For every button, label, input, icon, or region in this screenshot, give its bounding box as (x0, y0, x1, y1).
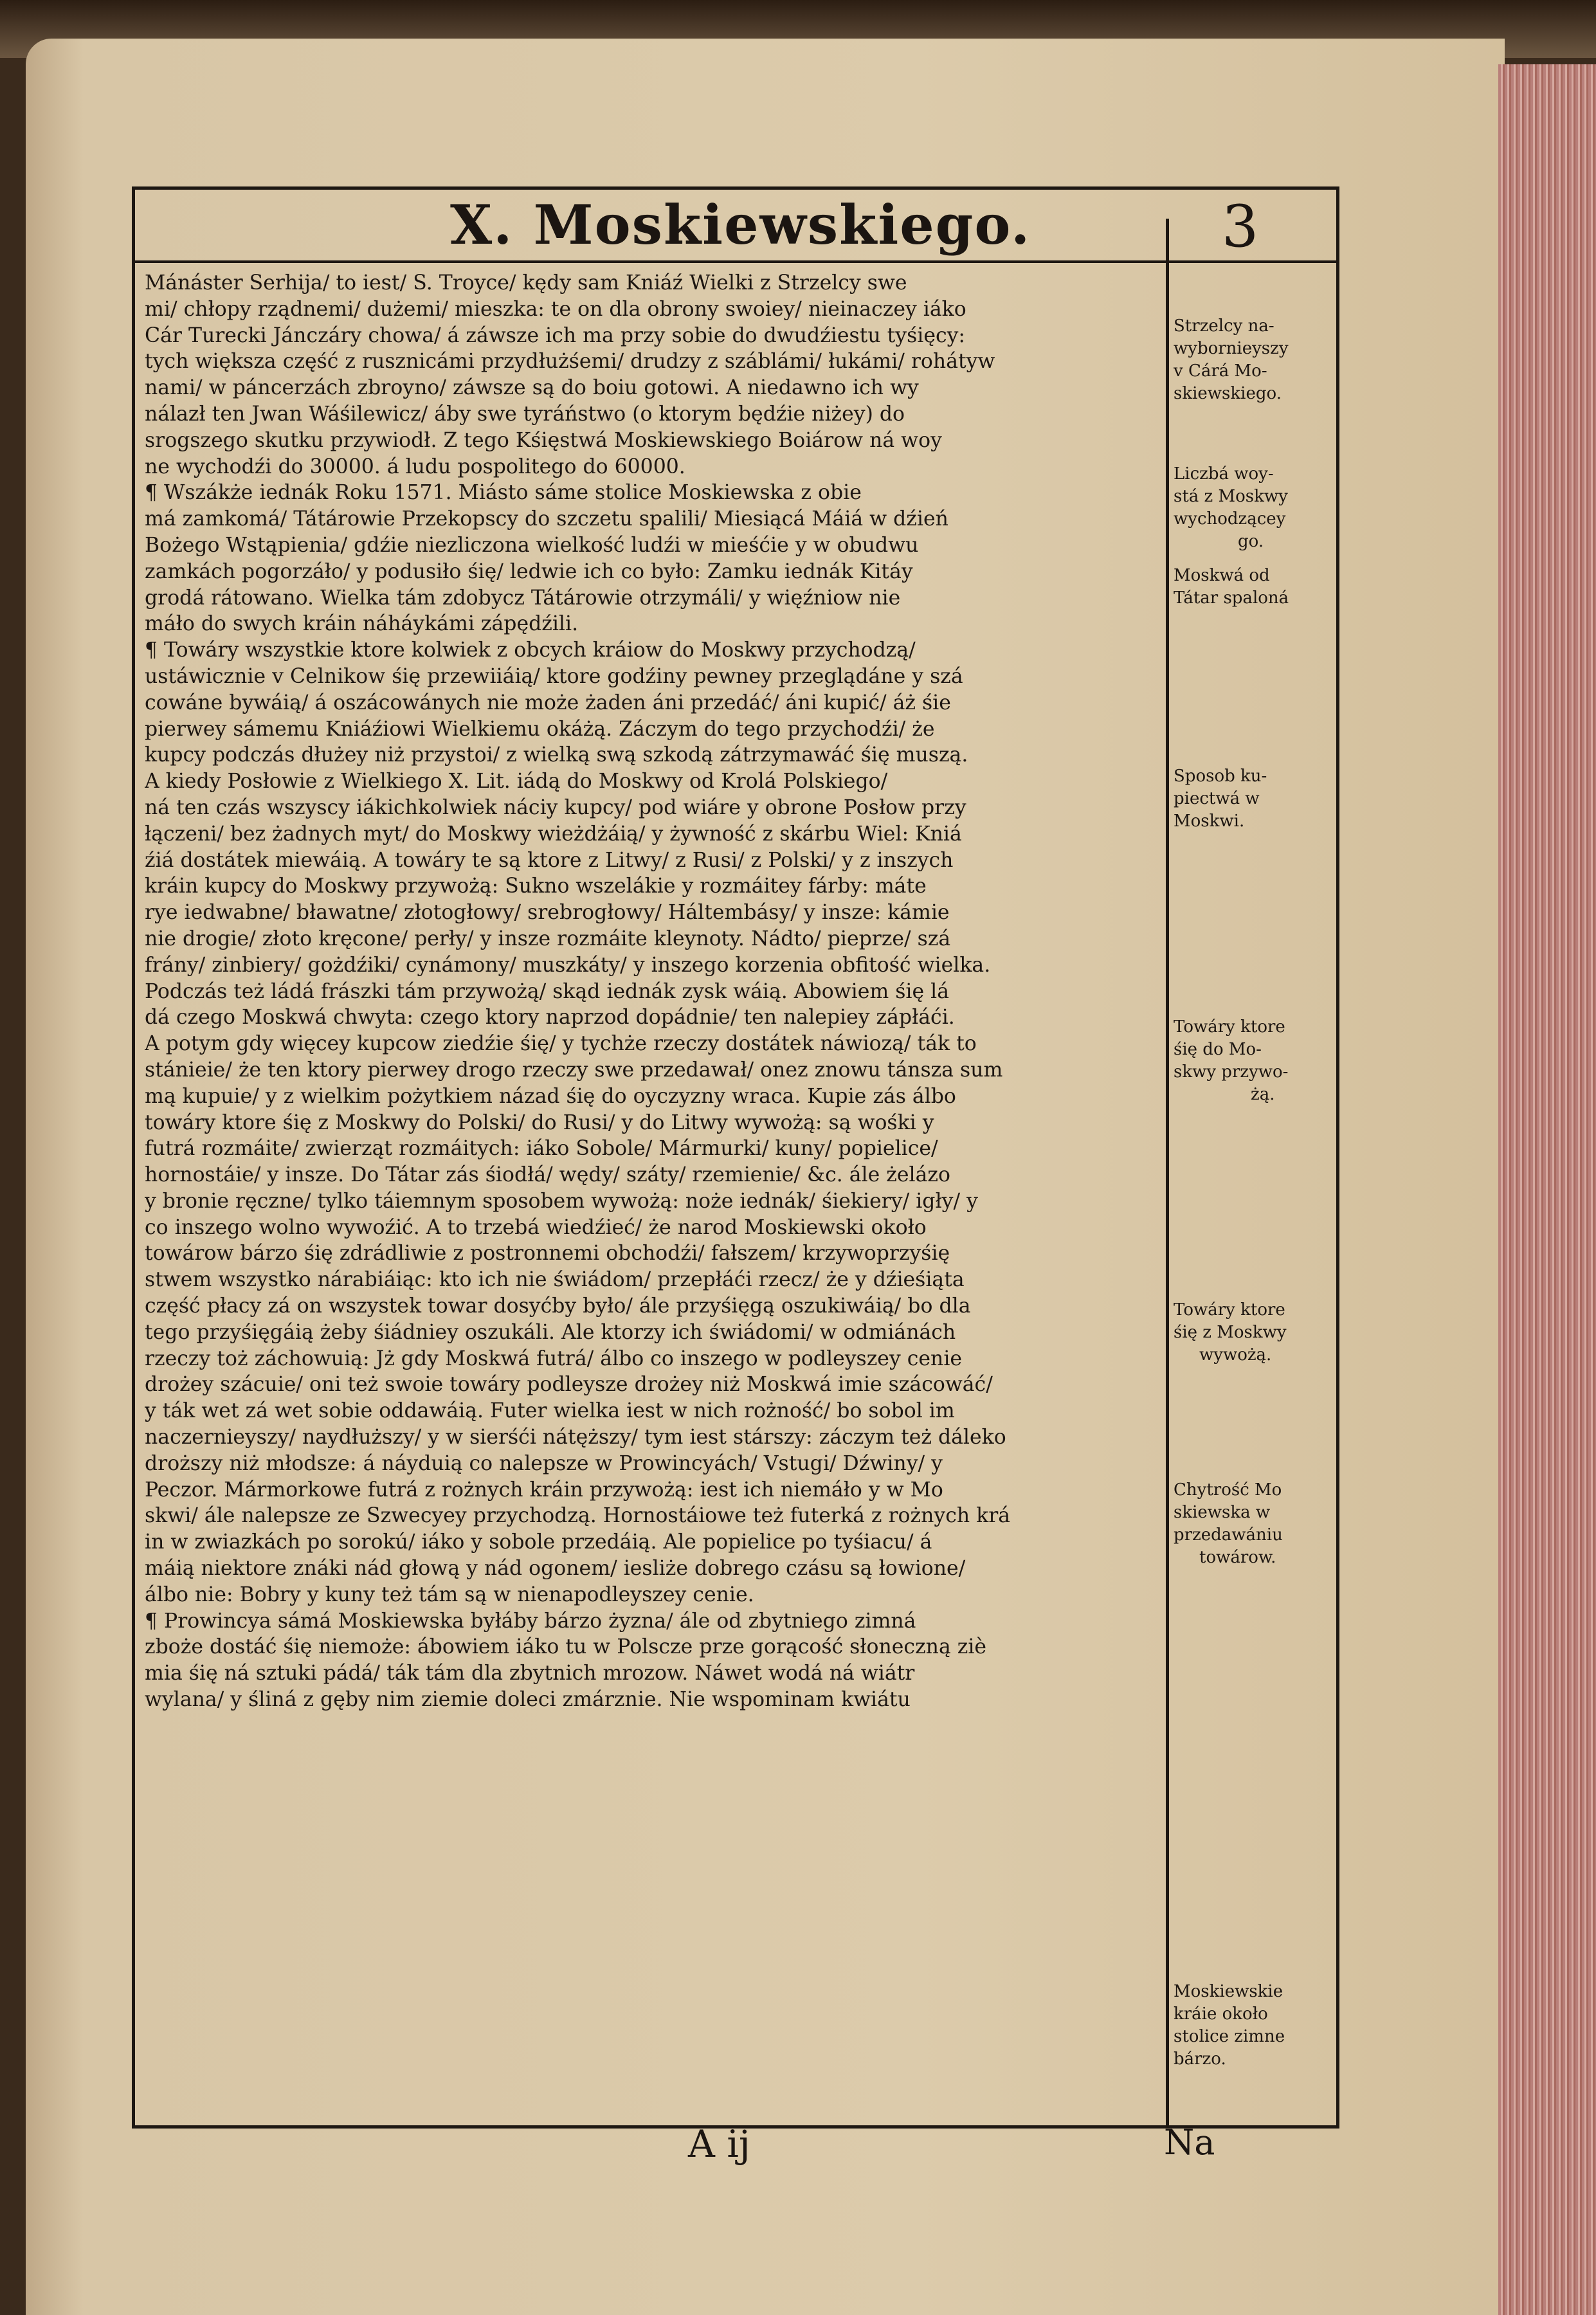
text-line: in w zwiazkách po sorokú/ iáko y sobole przedáią. Ale popielice po tyśiacu/ á (145, 1530, 932, 1554)
margin-note-line: Sposob ku- (1174, 767, 1267, 786)
margin-note-line: Strzelcy na- (1174, 316, 1274, 336)
text-line: naczernieyszy/ naydłuższy/ y w sierśći nátęższy/ tym iest stárszy: záczym też dáleko (145, 1426, 1006, 1449)
margin-note-line: v Cárá Mo- (1174, 361, 1267, 381)
margin-note-line: żą. (1251, 1085, 1275, 1104)
text-line: dá czego Moskwá chwyta: czego ktory naprzod dopádnie/ ten nalepiey zápłáći. (145, 1006, 955, 1030)
margin-note-line: śię z Moskwy (1174, 1323, 1287, 1342)
text-line: mi/ chłopy rządnemi/ dużemi/ mieszka: te on dla obrony swoiey/ nieinaczey iáko (145, 297, 966, 321)
margin-note-strzelcy (1174, 315, 1334, 405)
margin-note-zimne (1174, 1981, 1334, 2071)
text-line: pierwey sámemu Kniáźiowi Wielkiemu okáżą. Záczym do tego przychodźi/ że (145, 717, 935, 741)
text-line: kupcy podczás dłużey niż przystoi/ z wielką swą szkodą zátrzymawáć śię muszą. (145, 743, 968, 767)
text-line: droższy niż młodsze: á náyduią co nalepsze w Prowincyách/ Vstugi/ Dźwiny/ y (145, 1451, 943, 1475)
text-line: źiá dostátek miewáią. A towáry te są ktore z Litwy/ z Rusi/ z Polski/ y z inszych (145, 848, 954, 872)
text-line: grodá rátowano. Wielka tám zdobycz Tátárowie otrzymáli/ y więźniow nie (145, 586, 901, 610)
text-line: tego przyśięgáią żeby śiádniey oszukáli. Ale ktorzy ich świádomi/ w odmiánách (145, 1320, 956, 1344)
text-line: Cár Turecki Jánczáry chowa/ á záwsze ich ma przy sobie do dwudźiestu tyśięcy: (145, 323, 966, 347)
margin-note-chytrosc (1174, 1479, 1334, 1569)
text-line: y ták wet zá wet sobie oddawáią. Futer wielka iest w nich rożność/ bo sobol im (145, 1399, 955, 1423)
text-line: frány/ zinbiery/ gożdźiki/ cynámony/ muszkáty/ y inszego korzenia obfitość wielka. (145, 953, 991, 977)
margin-note-line: stá z Moskwy (1174, 487, 1288, 506)
text-line: zamkách pogorzáło/ y podusiło śię/ ledwie ich co było: Zamku iednák Kitáy (145, 559, 913, 583)
signature-mark: A ij (688, 2122, 750, 2166)
text-line: ná ten czás wszyscy iákichkolwiek náciy kupcy/ pod wiáre y obrone Posłow przy (145, 795, 966, 819)
text-line: Bożego Wstąpienia/ gdźie niezliczona wielkość ludźi w mieśćie y w obudwu (145, 533, 919, 557)
text-line: tych większa część z rusznicámi przydłużśemi/ drudzy z száblámi/ łukámi/ rohátyw (145, 350, 995, 374)
text-line: stwem wszystko nárabiáiąc: kto ich nie świádom/ przepłáći rzecz/ że y dźieśiąta (145, 1268, 965, 1292)
margin-note-liczba (1174, 463, 1334, 553)
text-line: ¶ Wszákże iednák Roku 1571. Miásto sáme stolice Moskiewska z obie (145, 481, 862, 505)
text-line: nie drogie/ złoto kręcone/ perły/ y insze rozmáite kleynoty. Nádto/ pieprze/ szá (145, 927, 951, 950)
margin-note-line: przedawániu (1174, 1525, 1283, 1545)
text-line: má zamkomá/ Tátárowie Przekopscy do szczetu spalili/ Miesiącá Máiá w dźień (145, 507, 948, 531)
margin-note-spalona (1174, 565, 1334, 610)
body-text (145, 270, 1161, 2116)
text-line: co inszego wolno wywoźić. A to trzebá wiedźieć/ że narod Moskiewski około (145, 1215, 927, 1239)
text-line: ¶ Prowincya sámá Moskiewska byłáby bárzo żyzna/ ále od zbytniego zimná (145, 1609, 916, 1633)
margin-note-line: kráie około (1174, 2004, 1268, 2024)
margin-note-line: piectwá w (1174, 789, 1260, 808)
text-line: towárow bárzo śię zdrádliwie z postronnemi obchodźi/ fałszem/ krzywoprzyśię (145, 1242, 950, 1266)
margin-note-line: go. (1238, 532, 1264, 551)
margin-note-line: Towáry ktore (1174, 1300, 1285, 1320)
margin-note-line: skiewskiego. (1174, 384, 1282, 403)
margin-note-towary-z (1174, 1299, 1334, 1366)
running-title: X. Moskiewskiego. (450, 193, 1031, 257)
text-line: stánieie/ że ten ktory pierwey drogo rzeczy swe przedawał/ onez znowu tánsza sum (145, 1058, 1003, 1082)
margin-note-kupiectwo (1174, 765, 1334, 833)
margin-note-line: śię do Mo- (1174, 1040, 1262, 1059)
text-line: Mánáster Serhija/ to iest/ S. Troyce/ kędy sam Kniáź Wielki z Strzelcy swe (145, 271, 907, 295)
page-fore-edge (1498, 64, 1596, 2315)
margin-note-line: Moskwá od (1174, 566, 1270, 585)
text-line: drożey szácuie/ oni też swoie towáry podleysze drożey niż Moskwá imie szácowáć/ (145, 1373, 993, 1397)
page-number: 3 (1222, 193, 1259, 260)
text-line: nálazł ten Jwan Wáśilewicz/ áby swe tyráństwo (o ktorym będźie niżey) do (145, 402, 905, 426)
text-line: rye iedwabne/ bławatne/ złotogłowy/ srebrogłowy/ Háltembásy/ y insze: kámie (145, 901, 950, 925)
margin-note-towary-do (1174, 1016, 1334, 1106)
margin-note-line: Moskwi. (1174, 812, 1245, 831)
text-line: ¶ Towáry wszystkie ktore kolwiek z obcych kráiow do Moskwy przychodzą/ (145, 639, 916, 662)
text-line: y bronie ręczne/ tylko táiemnym sposobem wywożą: noże iednák/ śiekiery/ igły/ y (145, 1189, 978, 1213)
text-line: rzeczy toż záchowuią: Jż gdy Moskwá futrá/ álbo co inszego w podleyszey cenie (145, 1347, 963, 1370)
text-line: ne wychodźi do 30000. á ludu pospolitego do 60000. (145, 455, 685, 478)
text-line: A kiedy Posłowie z Wielkiego X. Lit. iádą do Moskwy od Krolá Polskiego/ (145, 770, 888, 794)
text-line: nami/ w páncerzách zbroyno/ záwsze są do boiu gotowi. A niedawno ich wy (145, 376, 919, 400)
margin-note-line: wywożą. (1199, 1345, 1272, 1365)
text-line: ustáwicznie v Celnikow śię przewiiáią/ ktore godźiny pewney przeglądáne y szá (145, 664, 963, 688)
margin-note-line: wybornieyszy (1174, 339, 1289, 358)
text-line: mą kupuie/ y z wielkim pożytkiem názad śię do oyczyzny wraca. Kupie zás álbo (145, 1084, 956, 1108)
text-line: kráin kupcy do Moskwy przywożą: Sukno wszelákie y rozmáitey fárby: máte (145, 875, 927, 898)
text-line: część płacy zá on wszystek towar dosyćby było/ ále przyśięgą oszukiwáią/ bo dla (145, 1294, 971, 1318)
margin-note-line: skiewska w (1174, 1503, 1271, 1522)
margin-note-line: skwy przywo- (1174, 1062, 1289, 1082)
margin-note-line: Liczbá woy- (1174, 464, 1274, 484)
margin-note-line: bárzo. (1174, 2049, 1226, 2069)
text-line: łączeni/ bez żadnych myt/ do Moskwy wieżdżáią/ y żywność z skárbu Wiel: Kniá (145, 822, 962, 846)
text-line: wylana/ y śliná z gęby nim ziemie doleci zmárznie. Nie wspominam kwiátu (145, 1688, 911, 1712)
text-line: Peczor. Mármorkowe futrá z rożnych kráin przywożą: iest ich niemáło y w Mo (145, 1478, 943, 1502)
margin-note-line: Moskiewskie (1174, 1982, 1283, 2001)
catchword: Na (1164, 2122, 1215, 2163)
margin-note-line: Chytrość Mo (1174, 1480, 1282, 1500)
text-line: álbo nie: Bobry y kuny też tám są w nienapodleyszey cenie. (145, 1583, 754, 1606)
text-line: zboże dostáć śię niemoże: ábowiem iáko tu w Polscze prze gorącość słoneczną ziè (145, 1635, 987, 1659)
text-line: skwi/ ále nalepsze ze Szwecyey przychodzą. Hornostáiowe też futerká z rożnych krá (145, 1504, 1011, 1528)
text-line: Podczás też ládá frászki tám przywożą/ skąd iednák zysk wáią. Abowiem śię lá (145, 979, 949, 1003)
margin-note-line: Tátar spaloná (1174, 588, 1289, 608)
text-line: máią niektore znáki nád głową y nád ogonem/ iesliże dobrego czásu są łowione/ (145, 1557, 966, 1581)
margin-rule (1166, 219, 1169, 2129)
text-line: srogszego skutku przywiodł. Z tego Kśięstwá Moskiewskiego Boiárow ná woy (145, 428, 942, 452)
margin-note-line: Towáry ktore (1174, 1017, 1285, 1037)
text-line: mia śię ná sztuki pádá/ ták tám dla zbytnich mrozow. Náwet wodá ná wiátr (145, 1662, 915, 1685)
text-line: A potym gdy więcey kupcow ziedźie śię/ y tychże rzeczy dostátek náwiozą/ ták to (145, 1032, 977, 1056)
text-line: máło do swych kráin náháykámi zápędźili. (145, 612, 579, 636)
text-line: towáry ktore śię z Moskwy do Polski/ do Rusi/ y do Litwy wywożą: są wośki y (145, 1111, 934, 1134)
margin-note-line: wychodzącey (1174, 509, 1286, 529)
text-line: cowáne bywáią/ á oszácowánych nie może żaden áni przedáć/ áni kupić/ áż śie (145, 691, 951, 714)
margin-note-line: towárow. (1199, 1548, 1276, 1567)
text-line: hornostáie/ y insze. Do Tátar zás śiodłá/ wędy/ száty/ rzemienie/ &c. ále żelázo (145, 1163, 950, 1187)
text-line: futrá rozmáite/ zwierząt rozmáitych: iáko Sobole/ Mármurki/ kuny/ popielice/ (145, 1137, 938, 1161)
margin-note-line: stolice zimne (1174, 2027, 1285, 2046)
